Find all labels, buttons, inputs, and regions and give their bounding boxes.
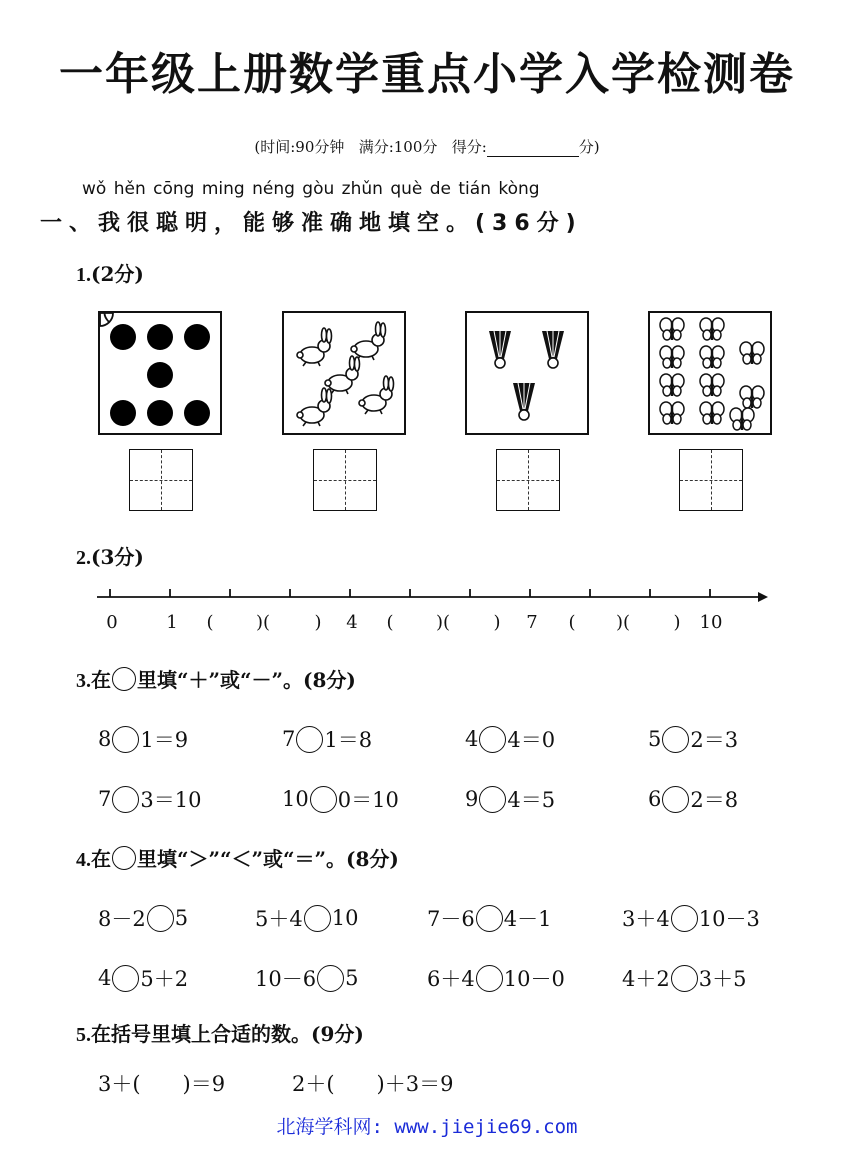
q2-number: 2. [76, 547, 91, 569]
equation-right: 5＋2 [140, 967, 189, 991]
equation-left: 8 [98, 727, 112, 751]
answer-circle[interactable] [671, 905, 698, 932]
q3-equation [98, 784, 201, 814]
equation-left: 7 [282, 727, 296, 751]
equation-right: 1＝8 [324, 728, 373, 752]
equation-left: 7 [98, 787, 112, 811]
equation-right: 1＝9 [140, 728, 189, 752]
equation-left: 6 [648, 787, 662, 811]
question-5-header [76, 1018, 364, 1047]
q4-equation [255, 903, 358, 933]
number-line [0, 580, 854, 610]
equation-left: 4 [465, 727, 479, 751]
number-line-label: 4 [346, 612, 358, 633]
equation-right: 5 [174, 906, 189, 930]
number-line-label[interactable]: ) [673, 612, 681, 633]
q4-equation [622, 963, 746, 993]
q5-text: 在括号里填上合适的数。(9分) [91, 1022, 364, 1046]
q4-equation [255, 963, 358, 993]
number-line-label[interactable]: ( [568, 612, 576, 633]
q5-item-1[interactable]: 3＋( )＝9 [98, 1072, 226, 1096]
equation-left: 7－6 [427, 907, 475, 931]
answer-circle[interactable] [479, 786, 506, 813]
number-line-label: 10 [699, 612, 723, 633]
equation-left: 9 [465, 787, 479, 811]
picture-butterflies [648, 311, 772, 435]
picture-shuttlecocks [465, 311, 589, 435]
answer-circle[interactable] [662, 786, 689, 813]
number-line-label[interactable]: )( [255, 612, 271, 633]
exam-full-score: 满分:100分 [358, 138, 438, 156]
q4-equation [98, 963, 188, 993]
score-label: 得分: [451, 138, 487, 156]
equation-right: 4＝0 [507, 728, 556, 752]
equation-left: 5＋4 [255, 907, 303, 931]
answer-circle[interactable] [112, 965, 139, 992]
answer-circle[interactable] [147, 905, 174, 932]
q4-number: 4. [76, 849, 91, 871]
equation-right: 2＝8 [690, 788, 739, 812]
q1-number: 1. [76, 264, 91, 286]
number-line-label[interactable]: ( [206, 612, 214, 633]
q3-equation [98, 724, 188, 754]
q2-score: (3分) [91, 545, 144, 569]
q3-equation [648, 724, 738, 754]
number-line-label: 0 [106, 612, 118, 633]
q4-equation [622, 903, 760, 933]
equation-right: 4－1 [503, 907, 552, 931]
butterfly-icon-group [650, 313, 770, 433]
circle-icon [112, 667, 136, 691]
answer-grid-2[interactable] [313, 449, 377, 511]
question-4-header [76, 843, 399, 872]
answer-grid-1[interactable] [129, 449, 193, 511]
answer-circle[interactable] [304, 905, 331, 932]
exam-info [0, 136, 854, 157]
number-line-label: 7 [526, 612, 538, 633]
picture-basketballs [98, 311, 222, 435]
q3-equation [282, 724, 372, 754]
answer-grid-3[interactable] [496, 449, 560, 511]
equation-left: 3＋4 [622, 907, 670, 931]
exam-time: (时间:90分钟 [254, 138, 345, 156]
q4-equation [427, 963, 565, 993]
question-3-header [76, 664, 356, 693]
section-title: 一、我很聪明，能够准确地填空。(36分) [40, 211, 583, 236]
question-2-header [76, 541, 144, 570]
number-line-label[interactable]: ( [386, 612, 394, 633]
equation-right: 10 [331, 906, 359, 930]
page-title: 一年级上册数学重点小学入学检测卷 [59, 49, 795, 100]
number-line-label[interactable]: ) [493, 612, 501, 633]
section-pinyin: wǒ hěn cōng ming néng gòu zhǔn què de tián kòng [82, 179, 540, 199]
equation-right: 3＋5 [698, 967, 747, 991]
equation-right: 3＝10 [140, 788, 202, 812]
equation-right: 5 [345, 966, 359, 990]
answer-circle[interactable] [112, 786, 139, 813]
q3-number: 3. [76, 670, 91, 692]
q3-equation [465, 784, 555, 814]
q4-text-b: 里填“＞”“＜”或“＝”。(8分) [137, 847, 399, 871]
q3-equation [465, 724, 555, 754]
equation-left: 10－6 [255, 967, 317, 991]
answer-circle[interactable] [671, 965, 698, 992]
answer-circle[interactable] [662, 726, 689, 753]
equation-left: 6＋4 [427, 967, 475, 991]
q4-text-a: 在 [91, 847, 111, 871]
equation-left: 4 [98, 966, 112, 990]
score-blank[interactable] [487, 142, 579, 157]
equation-left: 5 [648, 727, 662, 751]
answer-circle[interactable] [476, 965, 503, 992]
rabbit-icon-group [284, 313, 404, 433]
question-1-header [76, 258, 144, 287]
q3-equation [282, 784, 399, 814]
number-line-label[interactable]: )( [615, 612, 631, 633]
q3-text-b: 里填“＋”或“－”。(8分) [137, 668, 356, 692]
equation-right: 0＝10 [337, 788, 399, 812]
q1-score: (2分) [91, 262, 144, 286]
equation-right: 4＝5 [507, 788, 556, 812]
equation-right: 10－3 [698, 907, 760, 931]
q5-number: 5. [76, 1024, 91, 1046]
answer-circle[interactable] [479, 726, 506, 753]
equation-right: 10－0 [503, 967, 565, 991]
q4-equation [98, 903, 188, 933]
number-line-label: 1 [166, 612, 178, 633]
number-line-label[interactable]: )( [435, 612, 451, 633]
equation-left: 10 [282, 787, 309, 811]
number-line-label[interactable]: ) [314, 612, 322, 633]
q5-item-2[interactable]: 2＋( )＋3＝9 [292, 1072, 454, 1096]
equation-left: 8－2 [98, 907, 146, 931]
answer-grid-4[interactable] [679, 449, 743, 511]
answer-circle[interactable] [476, 905, 503, 932]
shuttlecock-icon-group [467, 313, 587, 433]
answer-circle[interactable] [317, 965, 344, 992]
answer-circle[interactable] [296, 726, 323, 753]
q4-equation [427, 903, 551, 933]
answer-circle[interactable] [310, 786, 337, 813]
q3-text-a: 在 [91, 668, 111, 692]
equation-left: 4＋2 [622, 967, 670, 991]
basketball-icon-group [100, 313, 220, 433]
circle-icon [112, 846, 136, 870]
footer-watermark: 北海学科网: www.jiejie69.com [276, 1116, 578, 1138]
equation-right: 2＝3 [690, 728, 739, 752]
picture-rabbits [282, 311, 406, 435]
answer-circle[interactable] [112, 726, 139, 753]
score-unit: 分) [578, 138, 600, 156]
q3-equation [648, 784, 738, 814]
